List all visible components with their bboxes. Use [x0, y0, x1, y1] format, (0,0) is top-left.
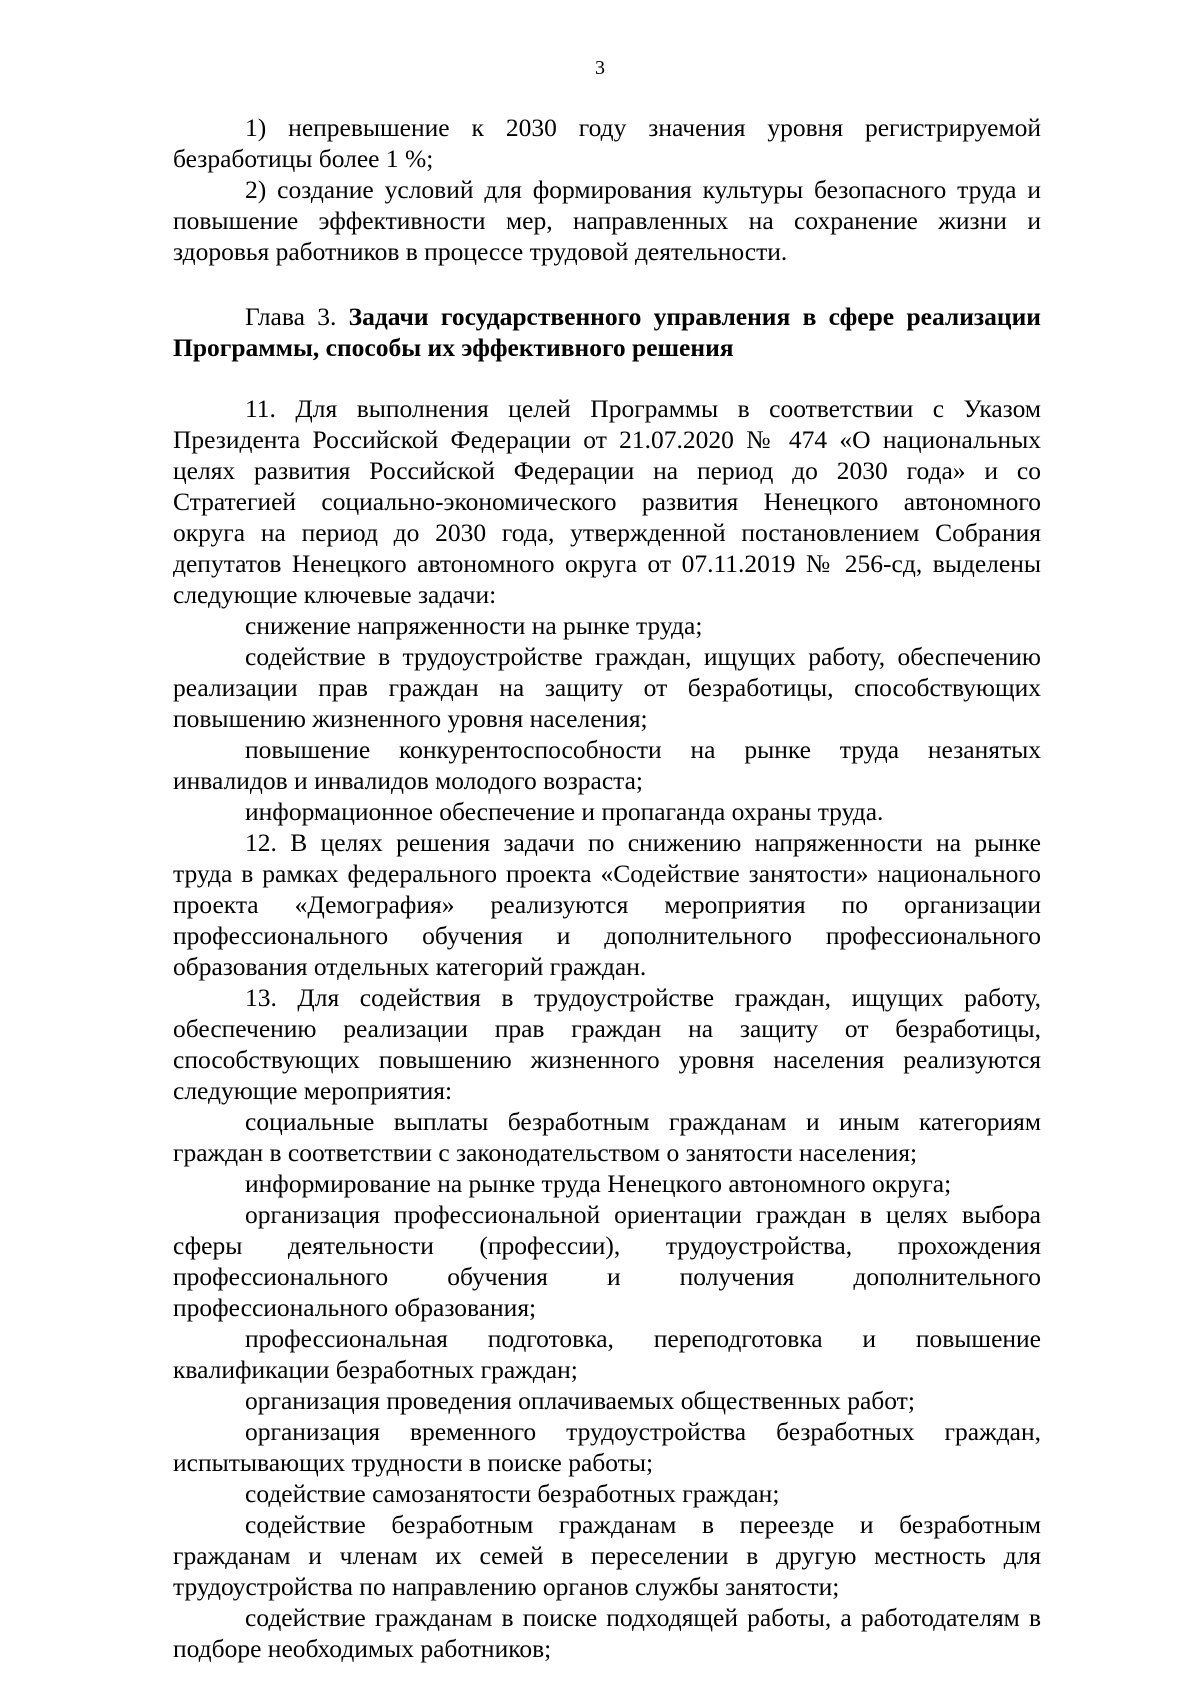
paragraph: социальные выплаты безработным гражданам и иным категориям граждан в соответствии с законодательством о занятости населения;: [173, 1107, 1041, 1167]
paragraph: организация проведения оплачиваемых общественных работ;: [245, 1386, 915, 1415]
chapter-heading: [173, 301, 1041, 363]
paragraph: информационное обеспечение и пропаганда охраны труда.: [245, 797, 884, 826]
paragraph: содействие самозанятости безработных граждан;: [245, 1479, 780, 1508]
paragraph: организация временного трудоустройства безработных граждан, испытывающих трудности в поиске работы;: [173, 1417, 1041, 1477]
paragraph: снижение напряженности на рынке труда;: [245, 611, 703, 640]
paragraph: содействие гражданам в поиске подходящей работы, а работодателям в подборе необходимых работников;: [173, 1603, 1041, 1663]
paragraph: повышение конкурентоспособности на рынке труда незанятых инвалидов и инвалидов молодого возраста;: [173, 735, 1041, 795]
paragraph: 1) непревышение к 2030 году значения уровня регистрируемой безработицы более 1 %;: [173, 113, 1041, 173]
paragraph: 11. Для выполнения целей Программы в соответствии с Указом Президента Российской Федерации от 21.07.2020 № 474 «О национальных целях развития Российской Федерации на период до 2030 года» и со Стратегией социально-экономического развития Ненецкого автономного округа на период до 2030 года, утвержденной постановлением Собрания депутатов Ненецкого автономного округа от 07.11.2019 № 256-сд, выделены следующие ключевые задачи:: [173, 394, 1041, 609]
paragraph: содействие в трудоустройстве граждан, ищущих работу, обеспечению реализации прав граждан на защиту от безработицы, способствующих повышению жизненного уровня населения;: [173, 642, 1041, 733]
paragraph: организация профессиональной ориентации граждан в целях выбора сферы деятельности (профессии), трудоустройства, прохождения профессионального обучения и получения дополнительного профессионального образования;: [173, 1200, 1041, 1322]
paragraph: 12. В целях решения задачи по снижению напряженности на рынке труда в рамках федерального проекта «Содействие занятости» национального проекта «Демография» реализуются мероприятия по организации профессионального обучения и дополнительного профессионального образования отдельных категорий граждан.: [173, 828, 1041, 981]
page-number: 3: [595, 57, 605, 79]
paragraph: содействие безработным гражданам в переезде и безработным гражданам и членам их семей в переселении в другую местность для трудоустройства по направлению органов службы занятости;: [173, 1510, 1041, 1601]
paragraph: 2) создание условий для формирования культуры безопасного труда и повышение эффективности мер, направленных на сохранение жизни и здоровья работников в процессе трудовой деятельности.: [173, 175, 1041, 266]
paragraph: 13. Для содействия в трудоустройстве граждан, ищущих работу, обеспечению реализации прав граждан на защиту от безработицы, способствующих повышению жизненного уровня населения реализуются следующие мероприятия:: [173, 983, 1041, 1105]
paragraph: информирование на рынке труда Ненецкого автономного округа;: [245, 1169, 952, 1198]
paragraph: профессиональная подготовка, переподготовка и повышение квалификации безработных граждан;: [173, 1324, 1041, 1384]
chapter-prefix: Глава 3.: [245, 302, 337, 331]
chapter-title: Задачи государственного управления в сфере реализации Программы, способы их эффективного решения: [173, 302, 1042, 362]
document-body: [173, 112, 1041, 1664]
